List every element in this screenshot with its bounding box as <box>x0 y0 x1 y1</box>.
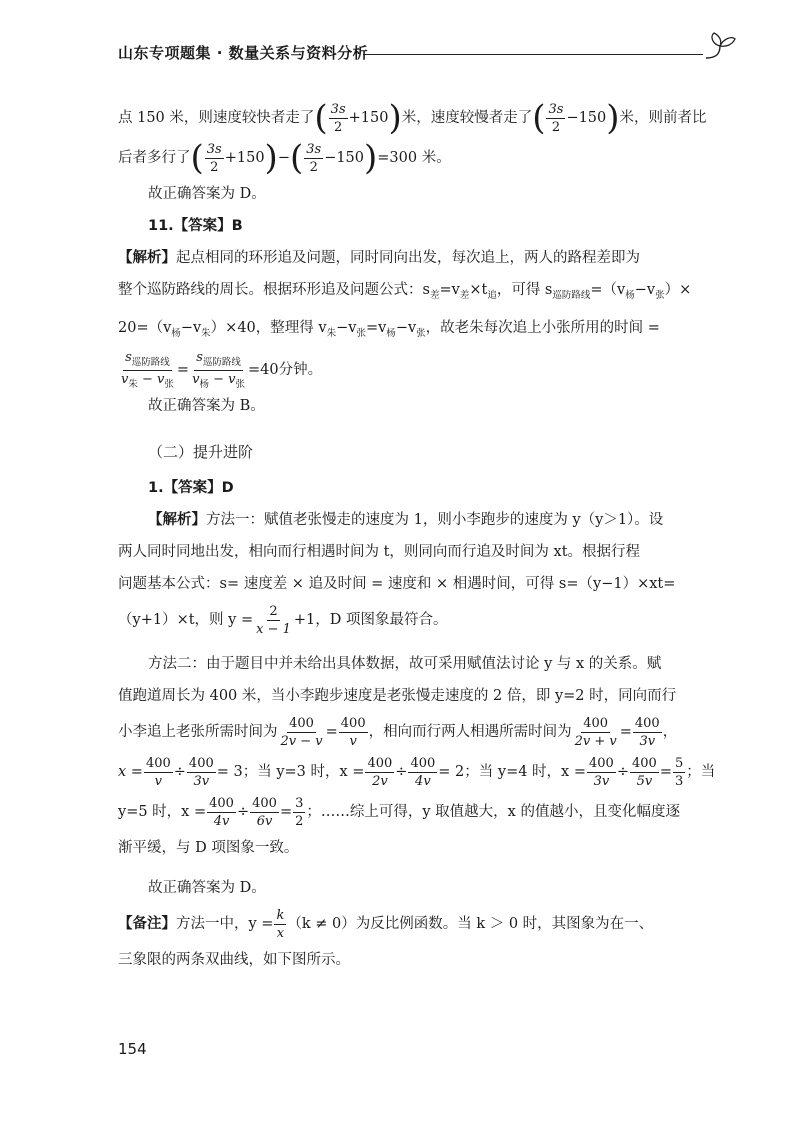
fraction: $\frac{400}{v}$ <box>145 755 171 789</box>
running-header <box>118 40 718 68</box>
fraction: $\frac{400}{6v}$ <box>252 795 277 829</box>
text-line: 值跑道周长为 400 米，当小李跑步速度是老张慢走速度的 2 倍，即 y=2 时，同向而行 <box>118 688 677 704</box>
fraction: $\frac{2}{x - 1}$ <box>256 603 291 637</box>
text-line: y=5 时，x = $\frac{400}{4v}$ ÷ $\frac{400}{6v}$ = $\frac{3}{2}$ ；……综上可得，y 取值越大，x 的值越小，且变化幅度逐 <box>118 795 680 829</box>
fraction: $\frac{s_{巡防路线}}{v_杨 - v_张}$ <box>192 350 245 390</box>
text-line: 【解析】方法一：赋值老张慢走的速度为 1，则小李跑步的速度为 y（y＞1）。设 <box>148 512 664 528</box>
sprout-icon <box>702 30 738 62</box>
remark-label: 【备注】 <box>118 916 176 932</box>
text-line: $20=(v_杨-v_朱)\times 40$，整理得 $v_朱-v_张=v_杨-v_张$，故老朱每次追上小张所用的时间 = <box>118 320 660 339</box>
text-line: 【备注】方法一中，y = $\frac{k}{x}$ （k ≠ 0）为反比例函数。当 k ＞ 0 时，其图象为在一、 <box>118 907 654 941</box>
fraction: $\frac{3s}{2}$ <box>548 101 564 135</box>
fraction: $\frac{3s}{2}$ <box>306 141 322 175</box>
header-rule <box>363 54 703 55</box>
fraction: $\frac{400}{3v}$ <box>589 755 614 789</box>
text-line: （y+1）×t，则 y = $\frac{2}{x - 1}$ +1，D 项图象最符合。 <box>118 603 448 637</box>
analysis-label: 【解析】 <box>148 512 206 528</box>
fraction: $\frac{400}{4v}$ <box>209 795 234 829</box>
section-heading: （二）提升进阶 <box>148 443 254 461</box>
text-line: 小李追上老张所需时间为 $\frac{400}{2v - v}$ = $\frac{400}{v}$ ，相向而行两人相遇所需时间为 $\frac{400}{2v + v}$ = $\frac{400}{3v}$ ， <box>118 715 678 749</box>
fraction: $\frac{400}{2v - v}$ <box>280 715 323 749</box>
answer-line: 故正确答案为 D。 <box>148 880 266 896</box>
fraction: $\frac{400}{3v}$ <box>634 715 660 749</box>
text-line: 点 150 米，则速度较快者走了( $\frac{3s}{2}$ +150)米，速度较慢者走了( $\frac{3s}{2}$ −150)米，则前者比 <box>118 98 707 138</box>
answer-line: 故正确答案为 B。 <box>148 398 265 414</box>
fraction: $\frac{400}{4v}$ <box>410 755 436 789</box>
page-body <box>118 98 718 976</box>
text-line: 【解析】起点相同的环形追及问题，同时同向出发，每次追上，两人的路程差即为 <box>118 250 640 266</box>
fraction: $\frac{400}{2v}$ <box>367 755 393 789</box>
fraction: $\frac{400}{5v}$ <box>631 755 657 789</box>
text-line: 三象限的两条双曲线，如下图所示。 <box>118 952 350 968</box>
fraction: $\frac{3s}{2}$ <box>206 141 222 175</box>
text-line: $\frac{s_{巡防路线}}{v_朱 - v_张}$ = $\frac{s_{巡防路线}}{v_杨 - v_张}$ =40分钟。 <box>121 350 323 390</box>
text-line: 方法二：由于题目中并未给出具体数据，故可采用赋值法讨论 y 与 x 的关系。赋 <box>148 656 662 672</box>
page-number: 154 <box>118 1040 147 1058</box>
analysis-label: 【解析】 <box>118 250 176 266</box>
fraction: $\frac{5}{3}$ <box>674 755 684 789</box>
text-line: 问题基本公式：s= 速度差 × 追及时间 = 速度和 × 相遇时间，可得 s=（y−1）×xt= <box>118 576 676 592</box>
text-line: 整个巡防路线的周长。根据环形追及问题公式：$s_差=v_差\times t_追$，可得 $s_{巡防路线}=(v_杨-v_张)\times$ <box>118 282 692 301</box>
book-title: 山东专项题集 · 数量关系与资料分析 <box>118 44 369 62</box>
fraction: $\frac{s_{巡防路线}}{v_朱 - v_张}$ <box>121 350 174 390</box>
fraction: $\frac{3}{2}$ <box>295 795 304 829</box>
answer-label: 11.【答案】B <box>148 218 243 234</box>
fraction: $\frac{3s}{2}$ <box>330 101 346 135</box>
fraction: $\frac{400}{3v}$ <box>188 755 214 789</box>
fraction: $\frac{400}{v}$ <box>340 715 366 749</box>
fraction: $\frac{k}{x}$ <box>276 907 285 941</box>
text-line: 渐平缓，与 D 项图象一致。 <box>118 840 299 856</box>
text-line: 两人同时同地出发，相向而行相遇时间为 t，则同向而行追及时间为 xt。根据行程 <box>118 544 641 560</box>
text-line: x = $\frac{400}{v}$ ÷ $\frac{400}{3v}$ = 3；当 y=3 时，x = $\frac{400}{2v}$ ÷ $\frac{400}{4v}$ = 2；当 y=4 时，x = $\frac{400}{3v}$ ÷ $\frac{400}{5v}$ = $\frac{5}{3}$ ；当 <box>118 755 716 789</box>
text-line: 后者多行了( $\frac{3s}{2}$ +150)−( $\frac{3s}{2}$ −150)=300 米。 <box>118 138 451 178</box>
answer-line: 故正确答案为 D。 <box>148 186 266 202</box>
fraction: $\frac{400}{2v + v}$ <box>574 715 617 749</box>
answer-label: 1.【答案】D <box>148 480 234 496</box>
